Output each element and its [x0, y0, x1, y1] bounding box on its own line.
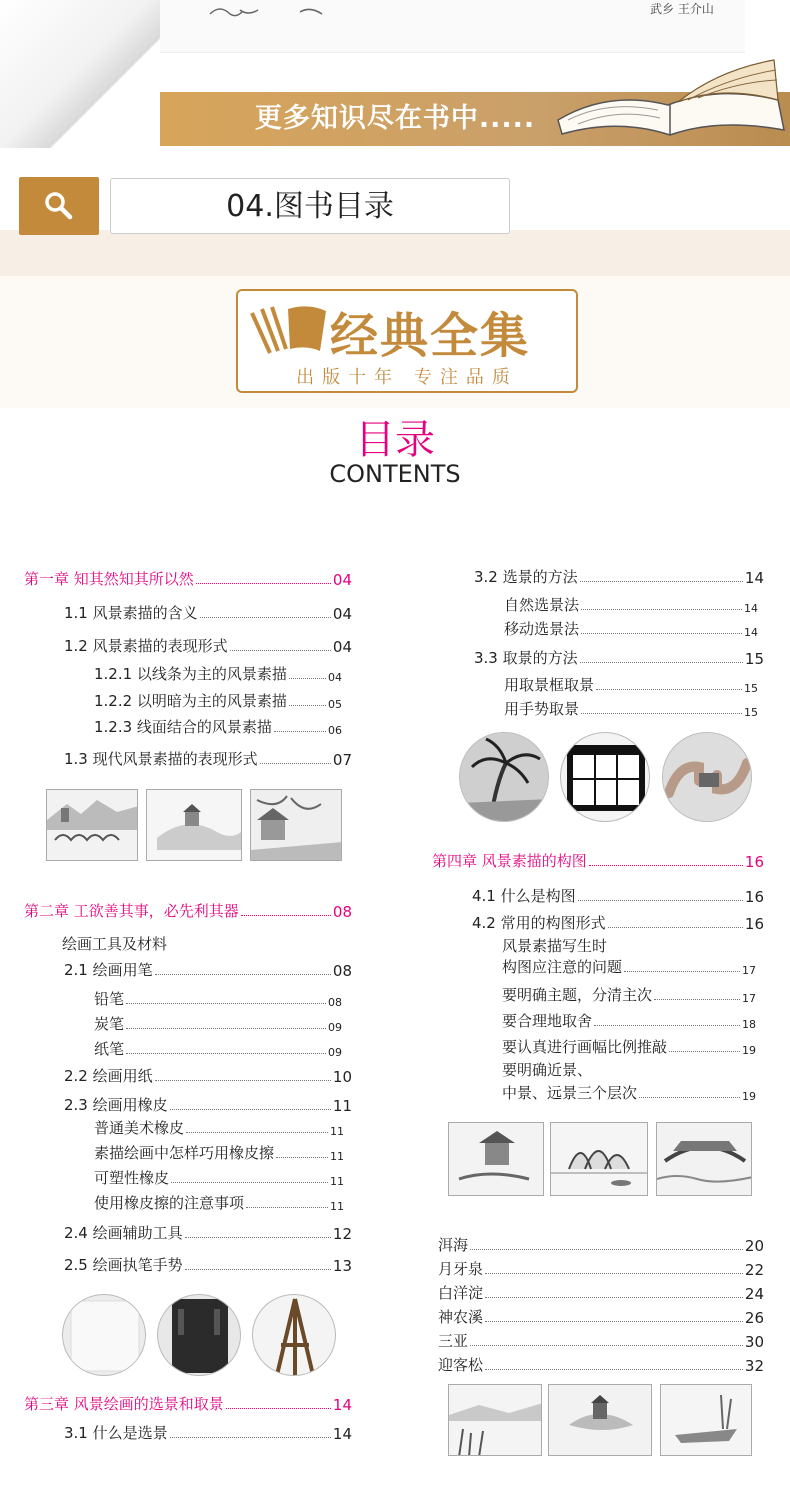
palm-tree-image [459, 732, 549, 822]
toc-entry-2-2[interactable]: 2.2 绘画用纸 10 [64, 1067, 352, 1086]
seal-text: 武乡 王介山 [650, 2, 714, 16]
village-sketch-image [146, 789, 242, 861]
toc-entry-frame-viewfinder[interactable]: 用取景框取景 15 [504, 676, 758, 695]
tools-heading: 绘画工具及材料 [62, 935, 168, 953]
toc-entry-pencil[interactable]: 铅笔 08 [94, 990, 342, 1009]
toc-entry-paper-pen[interactable]: 纸笔 09 [94, 1040, 342, 1059]
toc-entry-ratio[interactable]: 要认真进行画幅比例推敲 19 [502, 1038, 756, 1057]
toc-entry-3-1[interactable]: 3.1 什么是选景 14 [64, 1424, 352, 1443]
toc-entry-4-2[interactable]: 4.2 常用的构图形式 16 [472, 914, 764, 933]
toc-chapter-2[interactable]: 第二章 工欲善其事，必先利其器 08 [24, 902, 352, 921]
books-logo-icon [248, 299, 328, 359]
opera-house-image [550, 1122, 648, 1196]
toc-entry-3-3[interactable]: 3.3 取景的方法 15 [474, 649, 764, 668]
toc-entry-eraser-4[interactable]: 使用橡皮擦的注意事项 11 [94, 1194, 344, 1213]
toc-entry-layers-line1: 要明确近景、 [502, 1061, 593, 1079]
toc-entry-moving-selection[interactable]: 移动选景法 14 [504, 620, 758, 639]
lake-reeds-image [448, 1384, 542, 1456]
toc-entry-clear-theme[interactable]: 要明确主题，分清主次 17 [502, 986, 756, 1005]
toc-entry-1-2[interactable]: 1.2 风景素描的表现形式 04 [64, 637, 352, 656]
toc-entry-sketch-line1: 风景素描写生时 [502, 937, 608, 955]
pavilion-boat-image [448, 1122, 544, 1196]
toc-entry-shennongxi[interactable]: 神农溪 26 [438, 1308, 764, 1327]
toc-entry-1-3[interactable]: 1.3 现代风景素描的表现形式 07 [64, 750, 352, 769]
rowboat-image [660, 1384, 752, 1456]
toc-entry-natural-selection[interactable]: 自然选景法 14 [504, 596, 758, 615]
crescent-spring-image [548, 1384, 652, 1456]
viewfinder-frame-image [560, 732, 650, 822]
toc-entry-yueyaquan[interactable]: 月牙泉 22 [438, 1260, 764, 1279]
toc-entry-4-1[interactable]: 4.1 什么是构图 16 [472, 887, 764, 906]
search-icon [19, 177, 99, 235]
search-input[interactable]: 04.图书目录 [110, 178, 510, 234]
toc-entry-three-layers[interactable]: 中景、远景三个层次 19 [502, 1084, 756, 1103]
toc-chapter-4[interactable]: 第四章 风景素描的构图 16 [432, 852, 764, 871]
brand-title: 经典全集 [330, 308, 531, 364]
toc-entry-2-3[interactable]: 2.3 绘画用橡皮 11 [64, 1096, 352, 1115]
hand-framing-image [662, 732, 752, 822]
toc-entry-1-1[interactable]: 1.1 风景素描的含义 04 [64, 604, 352, 623]
toc-entry-eraser-2[interactable]: 素描绘画中怎样巧用橡皮擦 11 [94, 1144, 344, 1163]
toc-entry-selection[interactable]: 要合理地取舍 18 [502, 1012, 756, 1031]
toc-entry-2-4[interactable]: 2.4 绘画辅助工具 12 [64, 1224, 352, 1243]
toc-entry-1-2-2[interactable]: 1.2.2 以明暗为主的风景素描 05 [94, 692, 342, 711]
toc-entry-sanya[interactable]: 三亚 30 [438, 1332, 764, 1351]
toc-entry-1-2-1[interactable]: 1.2.1 以线条为主的风景素描 04 [94, 665, 342, 684]
ink-sketch-image [180, 0, 340, 22]
toc-entry-charcoal[interactable]: 炭笔 09 [94, 1015, 342, 1034]
toc-entry-hand-viewfinder[interactable]: 用手势取景 15 [504, 700, 758, 719]
drawing-board-image [157, 1294, 241, 1376]
toc-entry-1-2-3[interactable]: 1.2.3 线面结合的风景素描 06 [94, 718, 342, 737]
temple-sketch-image [250, 789, 342, 861]
toc-entry-3-2[interactable]: 3.2 选景的方法 14 [474, 568, 764, 587]
page-curl-decoration [0, 0, 180, 148]
toc-entry-yingkesong[interactable]: 迎客松 32 [438, 1356, 764, 1375]
toc-entry-eraser-3[interactable]: 可塑性橡皮 11 [94, 1169, 344, 1188]
toc-entry-erhai[interactable]: 洱海 20 [438, 1236, 764, 1255]
search-band [0, 230, 790, 276]
brand-subtitle: 出版十年 专注品质 [296, 367, 518, 388]
open-book-icon [548, 30, 790, 140]
toc-subtitle: CONTENTS [329, 460, 461, 488]
toc-entry-composition-issues[interactable]: 构图应注意的问题 17 [502, 958, 756, 977]
bridge-landscape-image [46, 789, 138, 861]
toc-entry-2-1[interactable]: 2.1 绘画用笔 08 [64, 961, 352, 980]
toc-entry-2-5[interactable]: 2.5 绘画执笔手势 13 [64, 1256, 352, 1275]
toc-entry-eraser-1[interactable]: 普通美术橡皮 11 [94, 1119, 344, 1138]
covered-bridge-image [656, 1122, 752, 1196]
easel-image [252, 1294, 336, 1376]
drawing-paper-image [62, 1294, 146, 1376]
brand-badge [236, 289, 578, 393]
toc-chapter-3[interactable]: 第三章 风景绘画的选景和取景 14 [24, 1395, 352, 1414]
toc-title: 目录 [355, 417, 435, 463]
toc-chapter-1[interactable]: 第一章 知其然知其所以然 04 [24, 570, 352, 589]
banner-slogan: 更多知识尽在书中..... [254, 103, 536, 134]
toc-entry-baiyangdian[interactable]: 白洋淀 24 [438, 1284, 764, 1303]
search-button[interactable] [19, 177, 99, 235]
